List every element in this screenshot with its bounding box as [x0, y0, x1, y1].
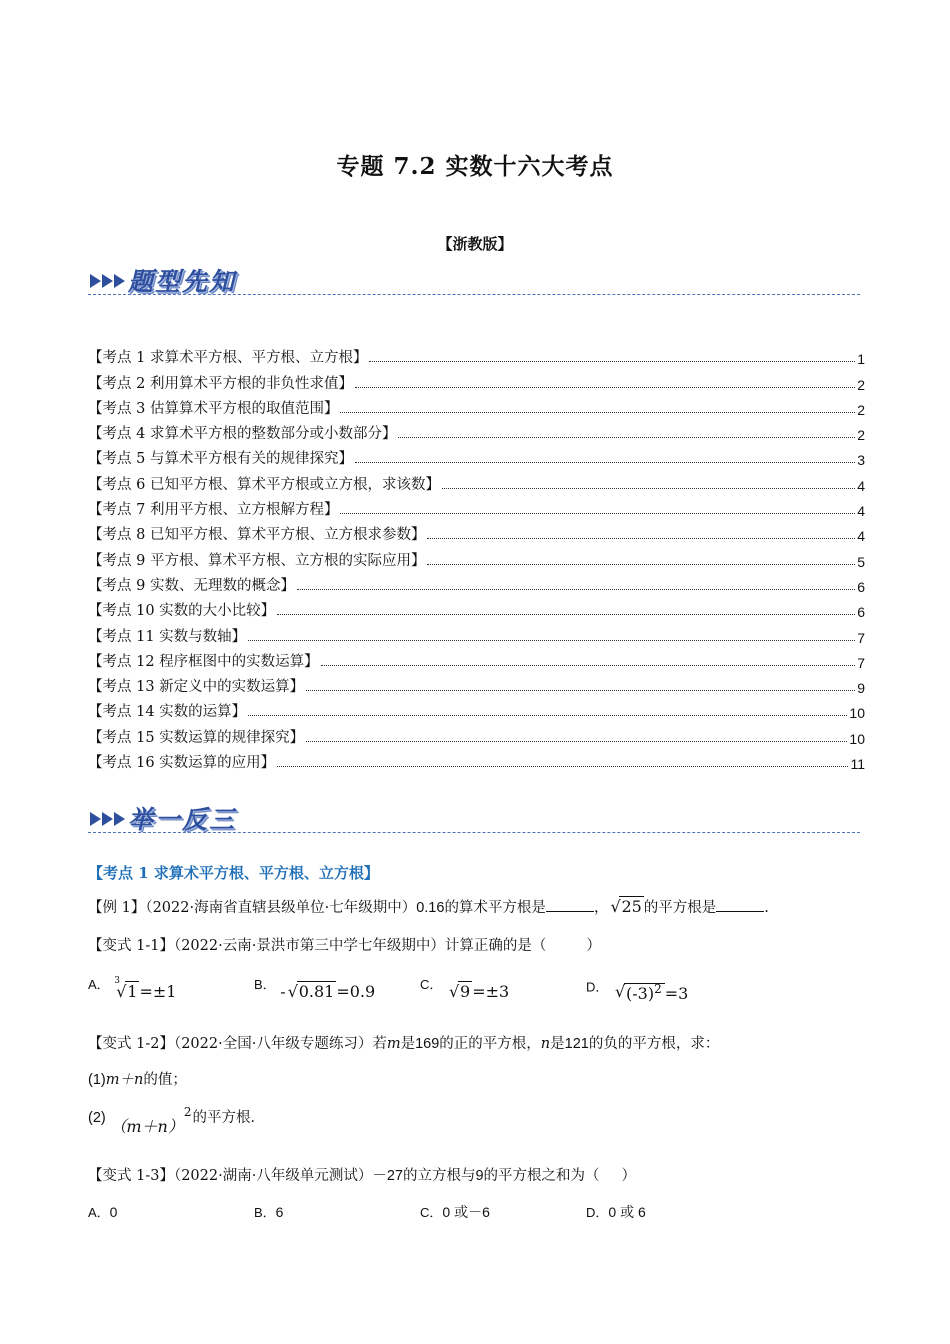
variant-1-3-prefix: 【变式 1-3】（2022·湖南·八年级单元测试）: [88, 1168, 373, 1184]
toc-item[interactable]: [88, 747, 865, 772]
toc-item-label: 【考点 9 实数、无理数的概念】: [88, 577, 295, 594]
toc-leader-dots: [442, 488, 855, 489]
toc-item-label: 【考点 7 利用平方根、立方根解方程】: [88, 502, 339, 519]
toc-item[interactable]: [88, 367, 865, 392]
option-key: C．: [420, 977, 443, 992]
toc-leader-dots: [277, 614, 855, 615]
variant-1-3: [88, 1164, 636, 1185]
question-number: (1): [88, 1072, 106, 1088]
option-rhs: =±3: [472, 982, 510, 1001]
variant-1-2-text2: 的正的平方根，: [439, 1036, 541, 1052]
toc-item-label: 【考点 5 与算术平方根有关的规律探究】: [88, 451, 353, 468]
toc-item-label: 【考点 15 实数运算的规律探究】: [88, 729, 305, 746]
banner-examples: [88, 800, 860, 840]
number-neg27: －27: [372, 1168, 403, 1184]
square-root-expression: [286, 982, 337, 1001]
variant-1-2-text1: 是: [400, 1036, 416, 1052]
toc-item-page: 10: [849, 730, 865, 747]
section-heading: 【考点 1 求算术平方根、平方根、立方根】: [88, 864, 379, 882]
toc-item-label: 【考点 12 程序框图中的实数运算】: [88, 653, 319, 670]
toc-item-page: 2: [857, 401, 865, 418]
option-key: A．: [88, 977, 110, 992]
number-169: 169: [415, 1036, 440, 1052]
toc-item[interactable]: [88, 721, 865, 746]
toc-leader-dots: [427, 538, 855, 539]
variant-1-1-suffix: ）: [586, 938, 601, 954]
banner-divider: [88, 832, 860, 833]
toc-item-page: 4: [857, 477, 865, 494]
toc-item-label: 【考点 11 实数与数轴】: [88, 628, 247, 645]
toc-item-page: 6: [857, 578, 865, 595]
radicand: 1: [127, 982, 138, 1001]
option-key: D．: [586, 979, 609, 995]
toc-item-label: 【考点 1 求算术平方根、平方根、立方根】: [88, 350, 368, 367]
var-n: n: [540, 1036, 551, 1052]
banner-divider: [88, 294, 860, 295]
option-rhs: =0.9: [336, 982, 376, 1001]
toc-item[interactable]: [88, 494, 865, 519]
option-d: [586, 974, 752, 1004]
answer-blank: [546, 897, 594, 912]
toc-item[interactable]: [88, 468, 865, 493]
toc-item-page: 9: [857, 680, 865, 697]
banner-examples-label: 举一反三: [128, 805, 237, 834]
option-key: B．: [254, 1205, 276, 1220]
toc-leader-dots: [340, 513, 855, 514]
toc-item-page: 4: [857, 503, 865, 520]
toc-leader-dots: [248, 715, 847, 716]
variant-1-2: [88, 1032, 719, 1053]
toc-item[interactable]: [88, 620, 865, 645]
toc-item[interactable]: [88, 595, 865, 620]
variant-1-2-q1: [88, 1068, 187, 1089]
toc-item-label: 【考点 3 估算算术平方根的取值范围】: [88, 400, 339, 417]
toc-item-page: 2: [857, 427, 865, 444]
variant-1-2-text3: 是: [550, 1036, 565, 1052]
toc-item-page: 7: [857, 629, 865, 646]
toc-item-page: 11: [850, 756, 865, 773]
example-1-sep: ，: [593, 900, 609, 916]
toc-item[interactable]: [88, 519, 865, 544]
option-value: 0: [109, 1204, 118, 1220]
example-1-text1: 的算术平方根是: [444, 900, 546, 916]
option-key: C．: [420, 1205, 443, 1220]
variant-1-1: [88, 934, 601, 955]
radicand: 9: [460, 982, 471, 1001]
option-b: [254, 974, 420, 1001]
toc-item[interactable]: [88, 342, 865, 367]
toc-leader-dots: [277, 766, 848, 767]
option-c: [420, 1202, 586, 1222]
toc-leader-dots: [355, 462, 855, 463]
option-value: 6: [275, 1204, 284, 1220]
toc-item[interactable]: [88, 418, 865, 443]
toc-leader-dots: [427, 564, 855, 565]
answer-blank: [716, 897, 764, 912]
toc-leader-dots: [355, 387, 855, 388]
example-1-prefix: 【例 1】（2022·海南省直辖县级单位·七年级期中）: [88, 900, 417, 916]
expression: m＋n: [105, 1072, 144, 1088]
variant-1-1-options: [88, 974, 788, 1004]
triple-arrow-icon: [90, 812, 126, 826]
toc-item-page: 7: [857, 654, 865, 671]
radical-icon: √: [610, 897, 621, 916]
toc-item-label: 【考点 9 平方根、算术平方根、立方根的实际应用】: [88, 552, 426, 569]
question-number: (2): [88, 1110, 106, 1126]
option-d: [586, 1202, 752, 1222]
example-1-num: 0.16: [416, 900, 445, 916]
option-rhs: =±1: [139, 982, 177, 1001]
toc-leader-dots: [248, 640, 855, 641]
toc-item-page: 1: [857, 351, 865, 368]
toc-item[interactable]: [88, 570, 865, 595]
toc-item-label: 【考点 8 已知平方根、算术平方根、立方根求参数】: [88, 527, 426, 544]
toc-leader-dots: [306, 690, 855, 691]
option-key: D．: [586, 1205, 609, 1220]
toc-item[interactable]: [88, 671, 865, 696]
radical-icon: √: [287, 982, 298, 1001]
toc-leader-dots: [306, 741, 847, 742]
toc-item[interactable]: [88, 443, 865, 468]
option-lead: -: [280, 982, 286, 1001]
option-key: A．: [88, 1205, 110, 1220]
radicand: 0.81: [298, 982, 335, 1001]
toc-item-page: 4: [857, 528, 865, 545]
radicand: 25: [621, 897, 642, 916]
variant-1-3-text2: 的平方根之和为（: [483, 1168, 600, 1184]
toc-item-page: 2: [857, 376, 865, 393]
toc-item-label: 【考点 6 已知平方根、算术平方根或立方根，求该数】: [88, 476, 440, 493]
toc-leader-dots: [297, 589, 855, 590]
radical-icon: √: [116, 982, 127, 1001]
edition-label: 【浙教版】: [437, 235, 513, 253]
variant-1-3-text1: 的立方根与: [402, 1168, 476, 1184]
toc-item-label: 【考点 2 利用算术平方根的非负性求值】: [88, 375, 353, 392]
option-value: 0 或－6: [442, 1204, 490, 1220]
number-9: 9: [475, 1168, 484, 1184]
variant-1-1-prefix: 【变式 1-1】（2022·云南·景洪市第三中学七年级期中）计算正确的是（: [88, 938, 547, 954]
toc-item-page: 3: [857, 452, 865, 469]
square-root-expression: [613, 982, 665, 1003]
cube-root-expression: [114, 976, 139, 1001]
number-121: 121: [564, 1036, 589, 1052]
toc-item[interactable]: [88, 646, 865, 671]
var-m: m: [386, 1036, 401, 1052]
question-text: 的平方根．: [192, 1110, 265, 1126]
toc-item[interactable]: [88, 393, 865, 418]
toc-leader-dots: [340, 412, 855, 413]
toc-item-page: 5: [857, 553, 865, 570]
variant-1-2-prefix: 【变式 1-2】（2022·全国·八年级专题练习）若: [88, 1036, 387, 1052]
example-1-end: .: [764, 900, 769, 916]
toc-leader-dots: [321, 665, 856, 666]
option-value: 0 或 6: [608, 1204, 646, 1220]
option-b: [254, 1202, 420, 1222]
option-a: [88, 1202, 254, 1222]
banner-preview-label: 题型先知: [128, 267, 237, 296]
toc-item-label: 【考点 14 实数的运算】: [88, 704, 247, 721]
example-1-text2: 的平方根是: [643, 900, 717, 916]
toc-item[interactable]: [88, 696, 865, 721]
exponent: 2: [183, 1105, 192, 1120]
variant-1-2-q2: [88, 1104, 265, 1136]
question-text: 的值；: [143, 1072, 187, 1088]
toc-item-page: 6: [857, 604, 865, 621]
square-root-expression: [447, 982, 472, 1001]
radical-icon: √: [449, 982, 460, 1001]
toc-item-label: 【考点 10 实数的大小比较】: [88, 603, 276, 620]
exponent: 2: [654, 982, 662, 996]
toc-item-page: 10: [849, 705, 865, 722]
toc-leader-dots: [369, 361, 855, 362]
example-1: [88, 896, 769, 917]
table-of-contents: [88, 342, 865, 772]
square-root-expression: [608, 897, 643, 916]
variant-1-2-text4: 的负的平方根，求：: [588, 1036, 720, 1052]
toc-item-label: 【考点 13 新定义中的实数运算】: [88, 679, 305, 696]
radicand: (-3): [626, 984, 655, 1004]
toc-item-label: 【考点 16 实数运算的应用】: [88, 755, 276, 772]
option-a: [88, 974, 254, 1001]
option-rhs: =3: [664, 984, 689, 1004]
option-key: B．: [254, 977, 276, 992]
variant-1-3-options: [88, 1202, 788, 1222]
expression: （m＋n）: [110, 1117, 184, 1136]
triple-arrow-icon: [90, 274, 126, 288]
toc-leader-dots: [398, 437, 855, 438]
banner-preview: [88, 262, 860, 302]
variant-1-3-suffix: ）: [621, 1168, 637, 1184]
radicand-group: [624, 983, 665, 1003]
radical-icon: √: [615, 982, 626, 1001]
option-c: [420, 974, 586, 1001]
toc-item[interactable]: [88, 544, 865, 569]
root-index: 3: [114, 976, 121, 986]
page-title: 专题 7.2 实数十六大考点: [336, 153, 614, 180]
toc-item-label: 【考点 4 求算术平方根的整数部分或小数部分】: [88, 426, 397, 443]
